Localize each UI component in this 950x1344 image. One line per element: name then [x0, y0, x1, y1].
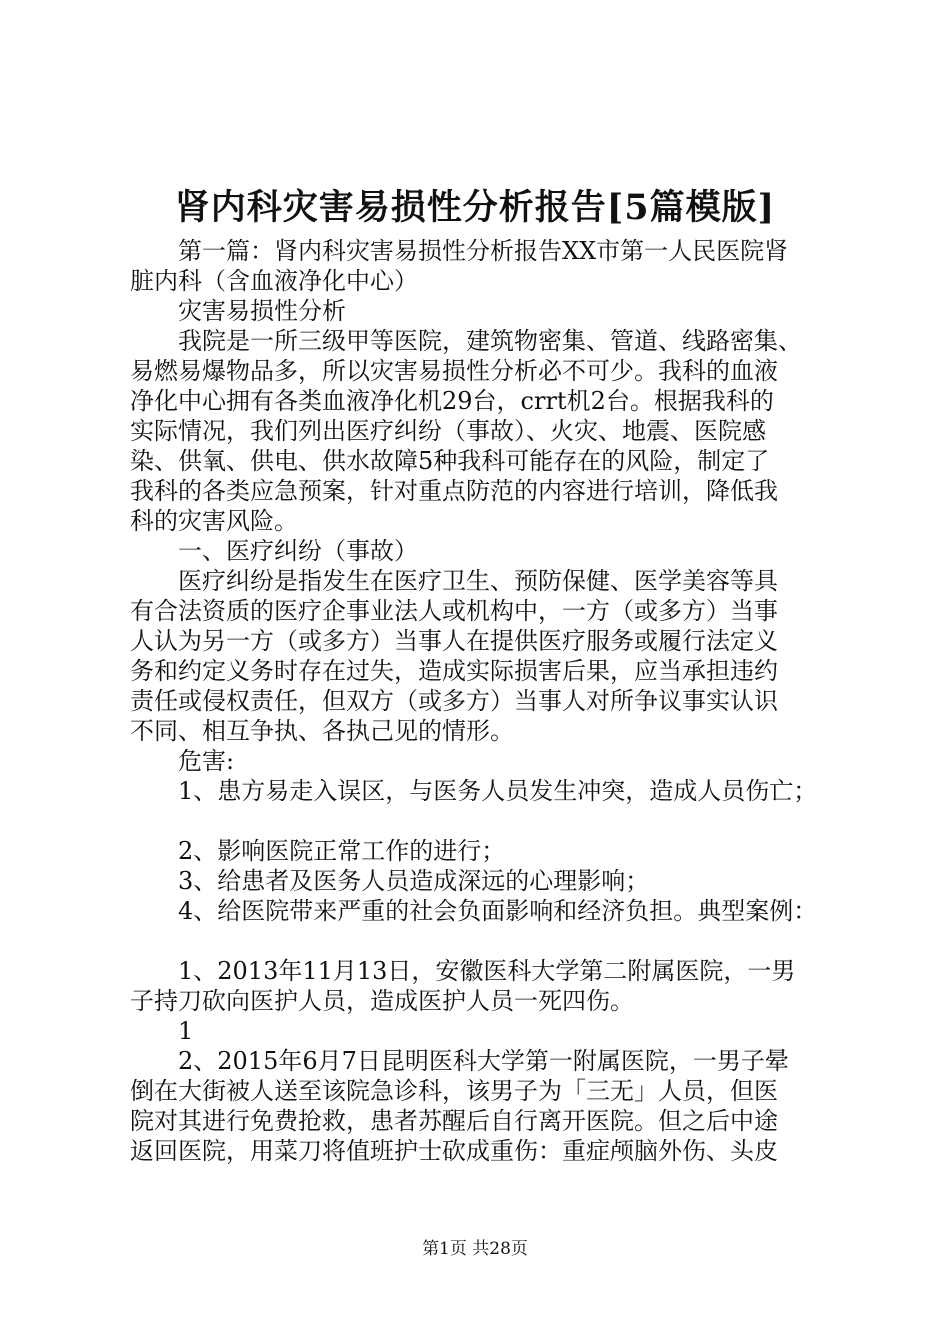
- blank-line: [130, 806, 830, 836]
- body-line: 返回医院，用菜刀将值班护士砍成重伤：重症颅脑外伤、头皮: [130, 1137, 778, 1165]
- body-line: 人认为另一方（或多方）当事人在提供医疗服务或履行法定义: [130, 627, 778, 655]
- body-line: 科的灾害风险。: [130, 507, 298, 535]
- document-title: 肾内科灾害易损性分析报告[5篇模版]: [174, 187, 776, 228]
- body-line: 责任或侵权责任，但双方（或多方）当事人对所争议事实认识: [130, 687, 778, 715]
- page-footer: 第1页 共28页: [422, 1239, 528, 1259]
- body-line: 4、给医院带来严重的社会负面影响和经济负担。典型案例：: [178, 897, 818, 925]
- body-line: 子持刀砍向医护人员，造成医护人员一死四伤。: [130, 987, 634, 1015]
- body-line: 有合法资质的医疗企事业法人或机构中，一方（或多方）当事: [130, 597, 778, 625]
- blank-line: [130, 926, 830, 956]
- body-line: 1、2013年11月13日，安徽医科大学第二附属医院，一男: [178, 957, 796, 985]
- body-line: 1、患方易走入误区，与医务人员发生冲突，造成人员伤亡；: [178, 777, 818, 805]
- body-line: 2、2015年6月7日昆明医科大学第一附属医院，一男子晕: [178, 1047, 789, 1075]
- body-line: 净化中心拥有各类血液净化机29台，crrt机2台。根据我科的: [130, 387, 774, 415]
- body-line: 实际情况，我们列出医疗纠纷（事故）、火灾、地震、医院感: [130, 417, 766, 445]
- body-line: 院对其进行免费抢救，患者苏醒后自行离开医院。但之后中途: [130, 1107, 778, 1135]
- body-line: 倒在大街被人送至该院急诊科，该男子为「三无」人员，但医: [130, 1077, 778, 1105]
- body-line: 医疗纠纷是指发生在医疗卫生、预防保健、医学美容等具: [178, 567, 778, 595]
- body-line: 我院是一所三级甲等医院，建筑物密集、管道、线路密集、: [178, 327, 802, 355]
- document-body: [130, 236, 830, 1166]
- body-line: 染、供氧、供电、供水故障5种我科可能存在的风险，制定了: [130, 447, 770, 475]
- body-line: 灾害易损性分析: [178, 297, 346, 325]
- body-line: 第一篇：肾内科灾害易损性分析报告XX市第一人民医院肾: [178, 237, 789, 265]
- body-line: 不同、相互争执、各执己见的情形。: [130, 717, 514, 745]
- body-line: 一、医疗纠纷（事故）: [178, 537, 418, 565]
- body-line: 易燃易爆物品多，所以灾害易损性分析必不可少。我科的血液: [130, 357, 778, 385]
- body-line: 脏内科（含血液净化中心）: [130, 267, 418, 295]
- body-line: 2、影响医院正常工作的进行；: [178, 837, 506, 865]
- body-line: 务和约定义务时存在过失，造成实际损害后果，应当承担违约: [130, 657, 778, 685]
- body-line: 1: [178, 1017, 194, 1045]
- body-line: 我科的各类应急预案，针对重点防范的内容进行培训，降低我: [130, 477, 778, 505]
- body-line: 3、给患者及医务人员造成深远的心理影响；: [178, 867, 650, 895]
- body-line: 危害:: [178, 747, 235, 775]
